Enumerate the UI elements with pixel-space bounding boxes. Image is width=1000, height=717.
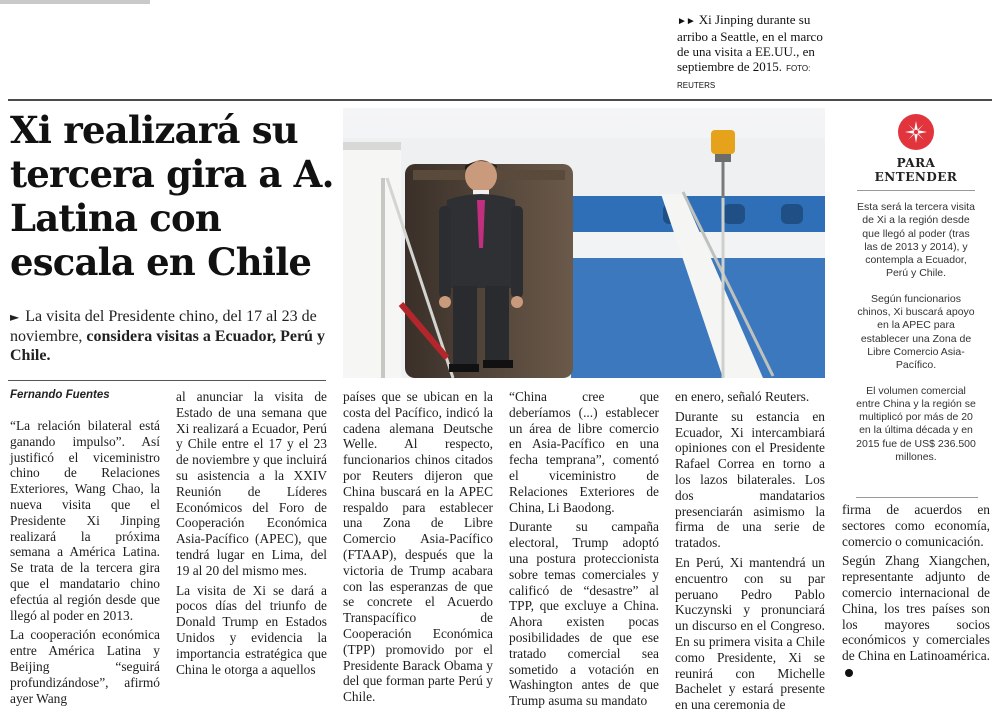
body-paragraph: Durante su estancia en Ecuador, Xi intercambiará opiniones con el Presidente Rafael Correa en torno a los lazos bilaterales. Los dos mandatarios presenciarán asimismo la firma de una serie de tratados. (675, 408, 825, 551)
body-paragraph: “China cree que deberíamos (...) establecer un área de libre comercio en Asia-Pacífico en una fecha temprana”, comentó el viceministro de Relaciones Exteriores de China, Li Baodong. (509, 389, 659, 515)
sidebar-paragraph: Según funcionarios chinos, Xi buscará apoyo en la APEC para establecer una Zona de Libre Comercio Asia-Pacífico. (857, 292, 975, 372)
body-paragraph: al anunciar la visita de Estado de una semana que Xi realizará a Ecuador, Perú y Chile entre el 17 y el 23 de noviembre y que incluirá su asistencia a la XXIV Reunión de Líderes Económicos del Foro de Cooperación Económica Asia-Pacífico (APEC), que tendrá lugar en Lima, del 19 al 20 del mismo mes. (176, 389, 327, 578)
body-paragraph: En Perú, Xi mantendrá un encuentro con su par peruano Pedro Pablo Kuczynski y pronunciará un discurso en el Congreso. En su primera visita a Chile como Presidente, Xi se reunirá con Michelle Bachelet y estará presente en una ceremonia de (675, 554, 825, 713)
lede-marker: ► (10, 310, 20, 324)
sidebar-bottom-rule (856, 497, 978, 498)
caption-marker: ►► (677, 16, 695, 27)
sidebar-paragraph: El volumen comercial entre China y la región se multiplicó por más de 20 en la última década y en 2015 fue de US$ 236.500 millones. (856, 384, 976, 464)
sidebar-paragraph: Esta será la tercera visita de Xi a la región desde que llegó al poder (tras las de 2013 y 2014), y contempla a Ecuador, Perú y Chile. (857, 201, 975, 280)
top-edge-bar (0, 0, 150, 4)
closing-paragraph-text: Según Zhang Xiangchen, representante adjunto de comercio internacional de China, los tres países son los mayores socios económicos y comerciales de China en Latinoamérica. (842, 553, 990, 664)
body-paragraph: “La relación bilateral está ganando impulso”. Así justificó el viceministro chino de Relaciones Exteriores, Wang Chao, la nueva visita que el Presidente Xi Jinping realizará la próxima semana a América Latina. Se trata de la tercera gira que el mandatario chino efectúa al región desde que llegó al poder en 2013. (10, 418, 160, 623)
article-column-4 (509, 389, 659, 713)
article-column-5 (675, 389, 825, 717)
article-column-3 (343, 389, 493, 709)
photo-caption (677, 12, 827, 93)
article-column-6 (842, 502, 990, 684)
article-column-1 (10, 418, 160, 710)
body-paragraph: países que se ubican en la costa del Pacífico, indicó la cadena alemana Deutsche Welle. Al respecto, funcionarios chinos citados por Reuters dijeron que China buscará en la APEC respaldo para establecer una Zona de Libre Comercio Asia-Pacífico (FTAAP), después que la victoria de Trump acabara con las esperanzas de que se concrete el Acuerdo Transpacífico de Cooperación Económica (TPP) promovido por el Presidente Barack Obama y del que forman parte Perú y Chile. (343, 389, 493, 705)
body-paragraph (842, 553, 990, 679)
photo-illustration (343, 108, 825, 378)
lede-text: La visita del Presidente chino, del 17 al 23 de noviembre, (10, 308, 317, 345)
body-paragraph: La visita de Xi se dará a pocos días del triunfo de Donald Trump en Estados Unidos y evidencia la importancia estratégica que China le otorga a aquellos (176, 582, 327, 677)
article-column-2 (176, 389, 327, 681)
article-photo (343, 108, 825, 378)
sidebar-para-entender (856, 110, 976, 476)
byline-divider (8, 380, 326, 381)
sidebar-heading: PARA ENTENDER (874, 156, 958, 184)
article-byline: Fernando Fuentes (10, 389, 110, 401)
article-headline: Xi realizará su tercera gira a A. Latina con escala en Chile (10, 108, 334, 284)
sidebar-divider (857, 190, 975, 191)
section-divider (8, 99, 992, 101)
caption-text: Xi Jinping durante su arribo a Seattle, en el marco de una visita a EE.UU., en septiembre de 2015. (677, 12, 823, 74)
lede-bold-text: considera visitas a Ecuador, Perú y Chile. (10, 328, 325, 364)
body-paragraph: en enero, señaló Reuters. (675, 389, 810, 404)
body-paragraph: La cooperación económica entre América Latina y Beijing “seguirá profundizándose”, afirmó ayer Wang (10, 627, 160, 706)
body-paragraph: Durante su campaña electoral, Trump adoptó una postura proteccionista sobre temas comerciales y calificó de “desastre” al TPP, que excluye a China. Ahora existen pocas posibilidades de que ese tratado comercial sea sometido a votación en Washington antes de que Trump asuma su mandato (509, 519, 659, 709)
star-icon (898, 114, 934, 150)
photo-credit: FOTO: REUTERS (677, 64, 811, 90)
article-lede (10, 307, 335, 365)
body-paragraph: firma de acuerdos en sectores como economía, comercio o comunicación. (842, 502, 990, 549)
end-of-article-dot (845, 669, 853, 677)
